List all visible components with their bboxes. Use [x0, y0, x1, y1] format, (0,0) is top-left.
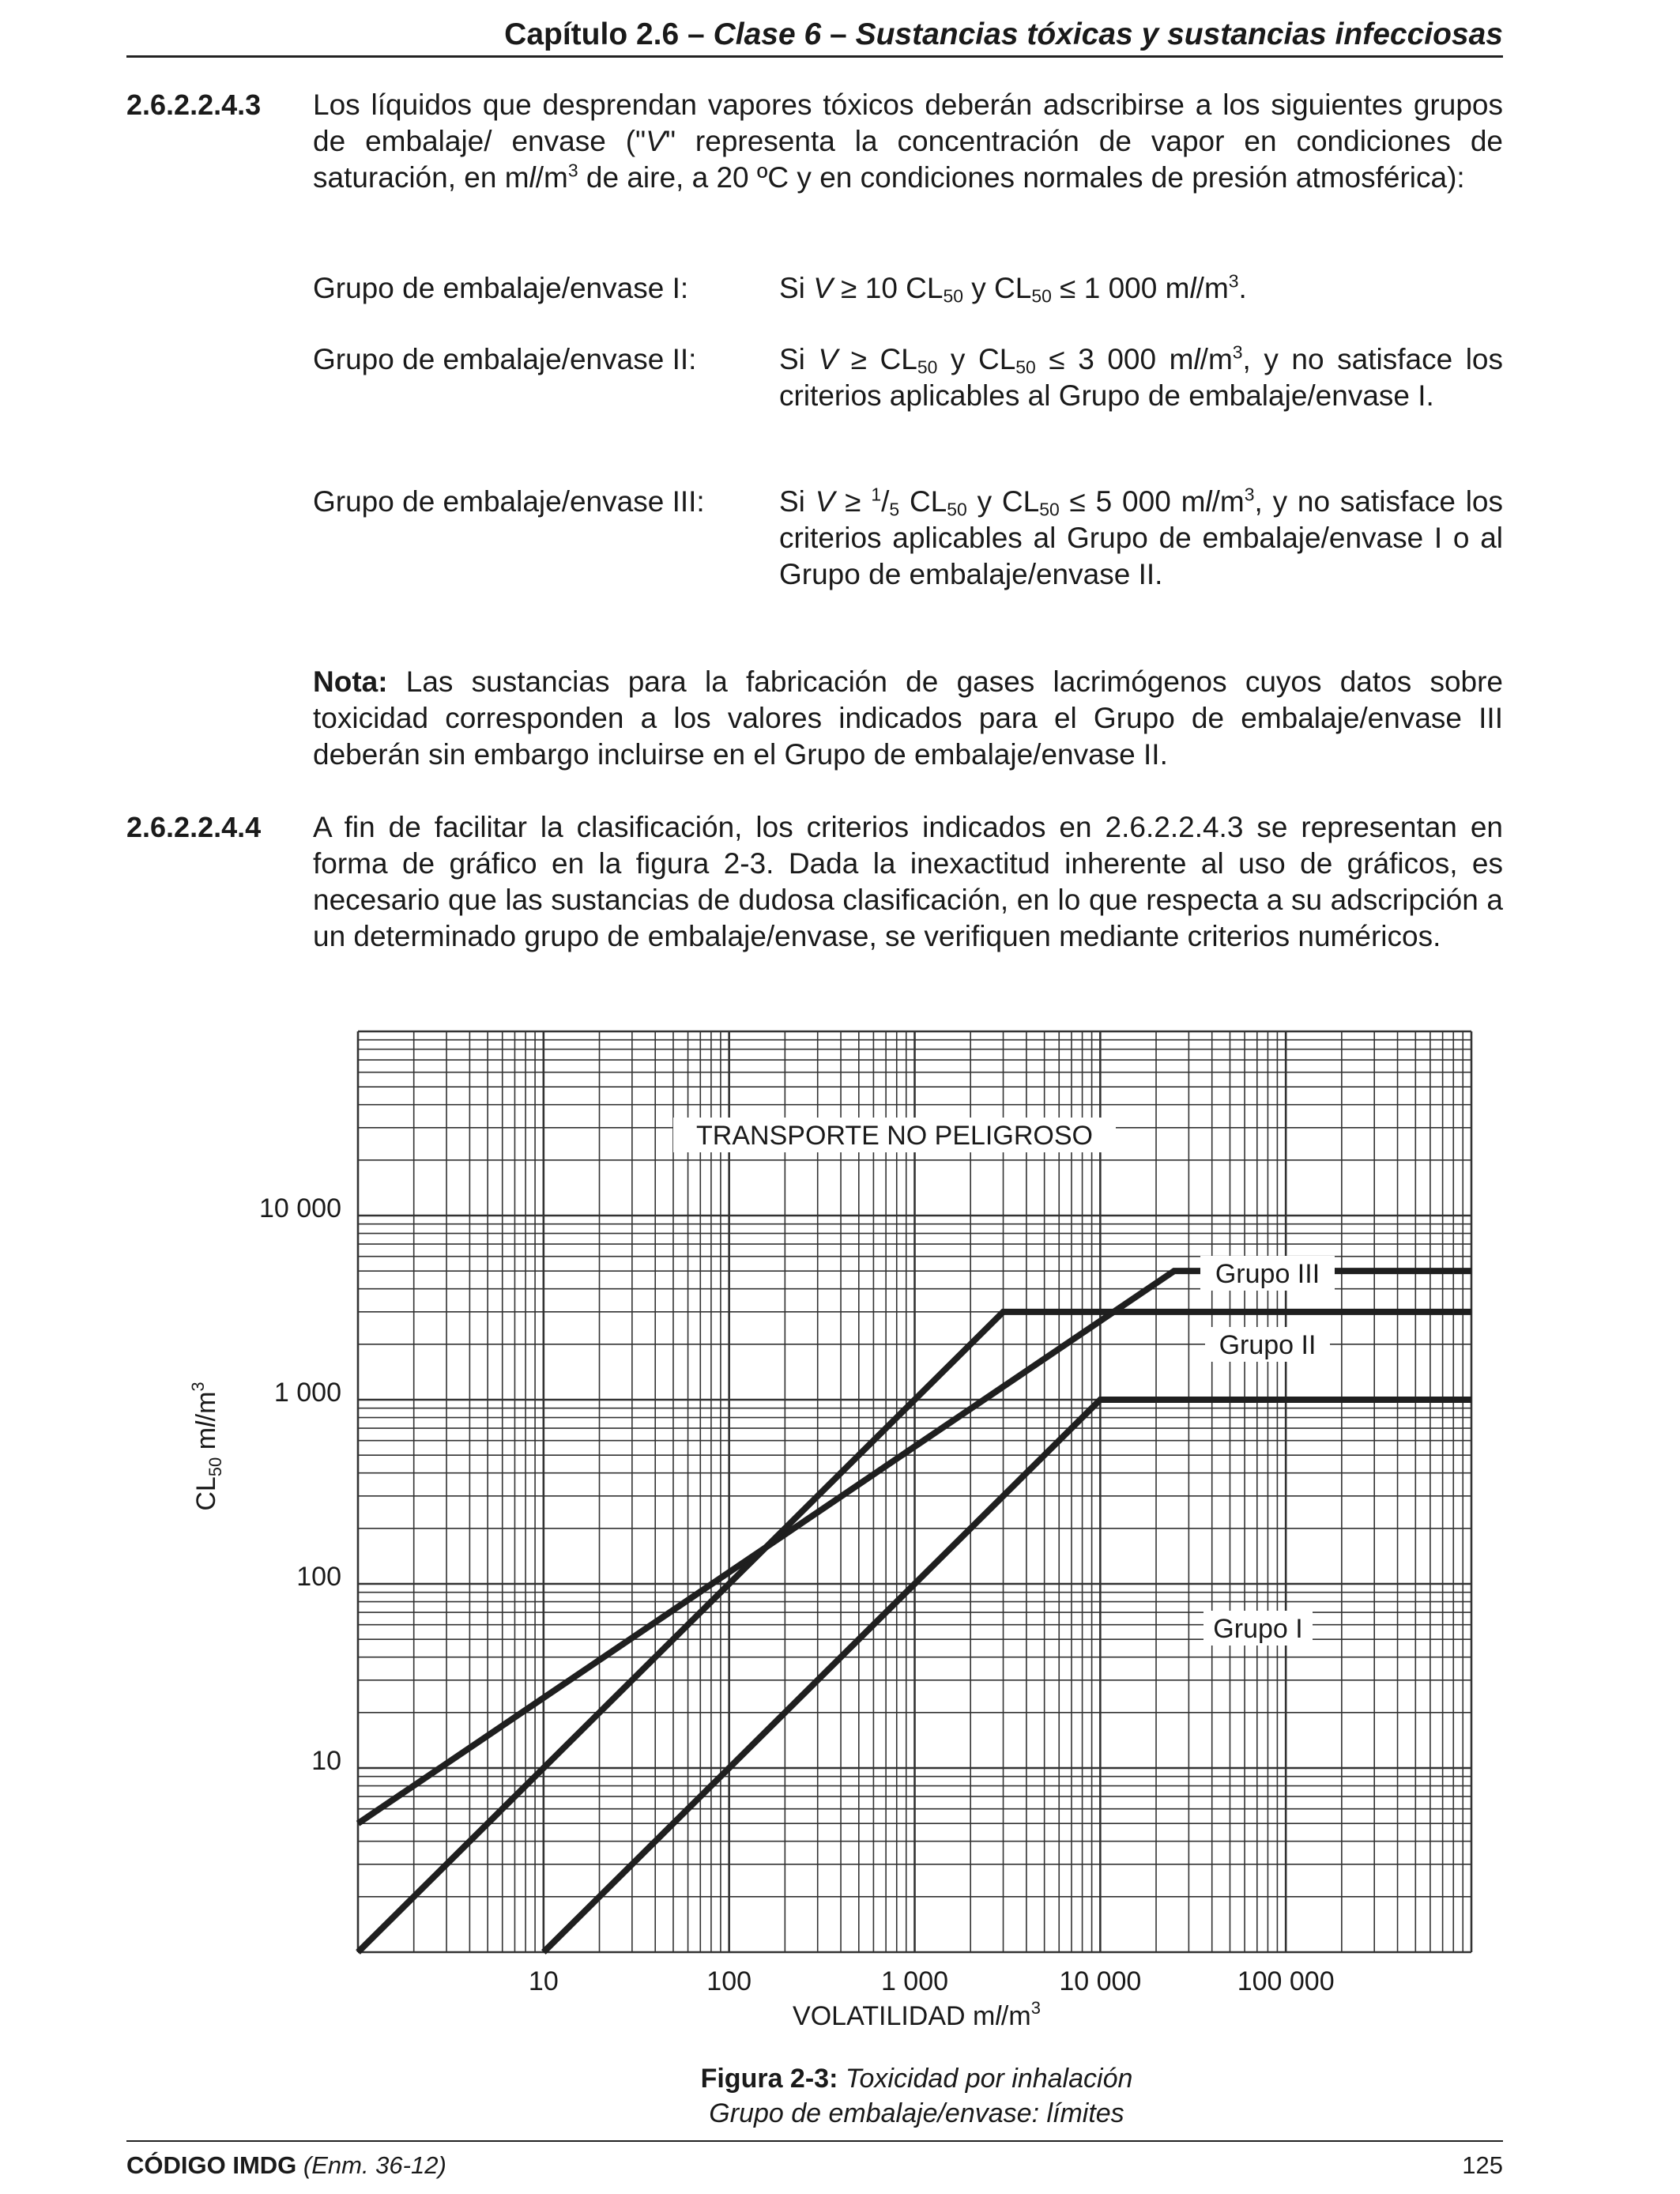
x-tick-label: 10 000: [1059, 1966, 1142, 1996]
group-label-i: Grupo de embalaje/envase I:: [313, 272, 689, 304]
text-run: ≤ 5 000 m: [1059, 485, 1206, 518]
text-run: , y no satisface los criterios aplicables al Grupo de embalaje/envase I o al Grupo de embalaje/envase II.: [779, 485, 1504, 590]
y-axis-label-sup: 3: [188, 1382, 208, 1392]
text-run: " representa la concentración de vapor en condiciones de saturación, en m: [313, 125, 1503, 194]
x-axis-label: [793, 1998, 1041, 2031]
text-run: V: [813, 272, 833, 304]
chapter-number: Capítulo 2.6: [504, 17, 680, 51]
text-run: /m: [1200, 343, 1233, 375]
text-run: Si: [779, 272, 814, 304]
header-dash: –: [821, 17, 856, 51]
y-axis-label-main: CL: [191, 1476, 221, 1511]
x-tick-label: 100: [706, 1966, 752, 1996]
y-axis-label: [188, 1382, 225, 1510]
note-text: Las sustancias para la fabricación de gases lacrimógenos cuyos datos sobre toxicidad corresponden a los valores indicados para el Grupo de embalaje/envase III deberán sin embargo incluirse en el Grupo de embalaje/envase II.: [313, 665, 1503, 771]
x-axis-label-l: l: [995, 2001, 1001, 2031]
group-label-ii: Grupo de embalaje/envase II:: [313, 343, 697, 375]
text-run: V: [815, 485, 835, 518]
text-run: y CL: [963, 272, 1032, 304]
text-run: V: [818, 343, 838, 375]
text-run: l: [1205, 485, 1212, 518]
superscript: 3: [1228, 270, 1239, 292]
figure-caption: [522, 2061, 1312, 2131]
section-paragraph: A fin de facilitar la clasificación, los criterios indicados en 2.6.2.2.4.3 se representan en forma de gráfico en la figura 2-3. Dada la inexactitud inherente al uso de gráficos, es necesario que las sustancias de dudosa clasificación, en lo que respecta a su adscripción a un determinado grupo de embalaje/envase, se verifiquen mediante criterios numéricos.: [313, 811, 1503, 952]
figure-label: Figura 2-3:: [700, 2064, 838, 2094]
x-tick-label: 1 000: [880, 1966, 949, 1996]
figure-caption-line1: [522, 2061, 1312, 2096]
text-run: ≥: [834, 485, 872, 518]
y-tick-label: 10: [311, 1746, 341, 1776]
series-line-grupo-i: [544, 1400, 1471, 1952]
text-run: /m: [535, 161, 568, 194]
text-run: Si: [779, 485, 816, 518]
text-run: Los líquidos que desprendan vapores tóxicos deberán adscribirse a los siguientes grupos de embalaje/ envase (": [313, 89, 1503, 157]
subscript: 50: [1039, 499, 1060, 520]
footer-code: [126, 2151, 446, 2180]
fraction-denominator: 5: [889, 499, 900, 520]
y-tick-label: 100: [296, 1562, 341, 1592]
header-dash: –: [679, 17, 714, 51]
fraction-slash: /: [881, 485, 890, 518]
page-footer: [126, 2140, 1503, 2179]
annotation-group-i: Grupo I: [1213, 1614, 1303, 1644]
text-run: ≤ 3 000 m: [1035, 343, 1194, 375]
text-run: l: [1189, 272, 1196, 304]
y-tick-label: 10 000: [259, 1193, 341, 1223]
subscript: 50: [917, 356, 938, 378]
subscript: 50: [1015, 356, 1036, 378]
text-run: l: [1193, 343, 1200, 375]
section-number: 2.6.2.2.4.3: [126, 89, 262, 121]
y-axis-label-unit2: /m: [191, 1391, 221, 1422]
text-run: /m: [1211, 485, 1245, 518]
text-run: ≤ 1 000 m: [1051, 272, 1190, 304]
subscript: 50: [1031, 285, 1052, 307]
y-axis-label-sub: 50: [205, 1457, 225, 1477]
x-axis-label-main: VOLATILIDAD m: [793, 2001, 996, 2031]
group-label-iii: Grupo de embalaje/envase III:: [313, 485, 705, 518]
figure-title: Toxicidad por inhalación: [838, 2064, 1133, 2094]
x-tick-label: 10: [528, 1966, 559, 1996]
text-run: Si: [779, 343, 819, 375]
fraction-numerator: 1: [871, 484, 882, 505]
annotation-no-dangerous: TRANSPORTE NO PELIGROSO: [696, 1121, 1093, 1151]
text-run: de aire, a 20 ºC y en condiciones normales de presión atmosférica):: [578, 161, 1465, 194]
subscript: 50: [943, 285, 963, 307]
y-tick-label: 1 000: [273, 1378, 341, 1408]
x-axis-label-sup: 3: [1030, 1998, 1041, 2018]
subscript: 50: [947, 499, 967, 520]
chapter-subtitle: Sustancias tóxicas y sustancias infecciosas: [855, 17, 1503, 51]
text-run: y CL: [966, 485, 1040, 518]
annotation-group-iii: Grupo III: [1215, 1259, 1320, 1289]
page-number: 125: [1462, 2151, 1503, 2179]
note-label: Nota:: [313, 665, 388, 698]
text-run: , y no satisface los criterios aplicables al Grupo de embalaje/envase I.: [779, 343, 1503, 412]
class-title: Clase 6: [713, 17, 822, 51]
figure-caption-line2: Grupo de embalaje/envase: límites: [709, 2098, 1124, 2128]
text-run: CL: [899, 485, 947, 518]
y-axis-label-l: l: [191, 1421, 221, 1427]
text-run: ≥ CL: [838, 343, 917, 375]
x-axis-label-unit: /m: [1000, 2001, 1031, 2031]
text-run: ≥ 10 CL: [832, 272, 944, 304]
text-run: /m: [1196, 272, 1229, 304]
amendment: (Enm. 36-12): [296, 2151, 446, 2179]
section-number: 2.6.2.2.4.4: [126, 811, 262, 843]
superscript: 3: [567, 160, 578, 181]
text-run: y CL: [937, 343, 1016, 375]
text-run: l: [529, 161, 536, 194]
x-tick-label: 100 000: [1237, 1966, 1335, 1996]
y-axis-label-unit: m: [191, 1427, 221, 1457]
code-name: CÓDIGO IMDG: [126, 2151, 297, 2179]
text-run: V: [646, 125, 665, 157]
superscript: 3: [1232, 341, 1243, 363]
chart-grid: [358, 1031, 1471, 1952]
superscript: 3: [1244, 484, 1255, 505]
text-run: .: [1238, 272, 1247, 304]
annotation-group-ii: Grupo II: [1219, 1330, 1317, 1360]
